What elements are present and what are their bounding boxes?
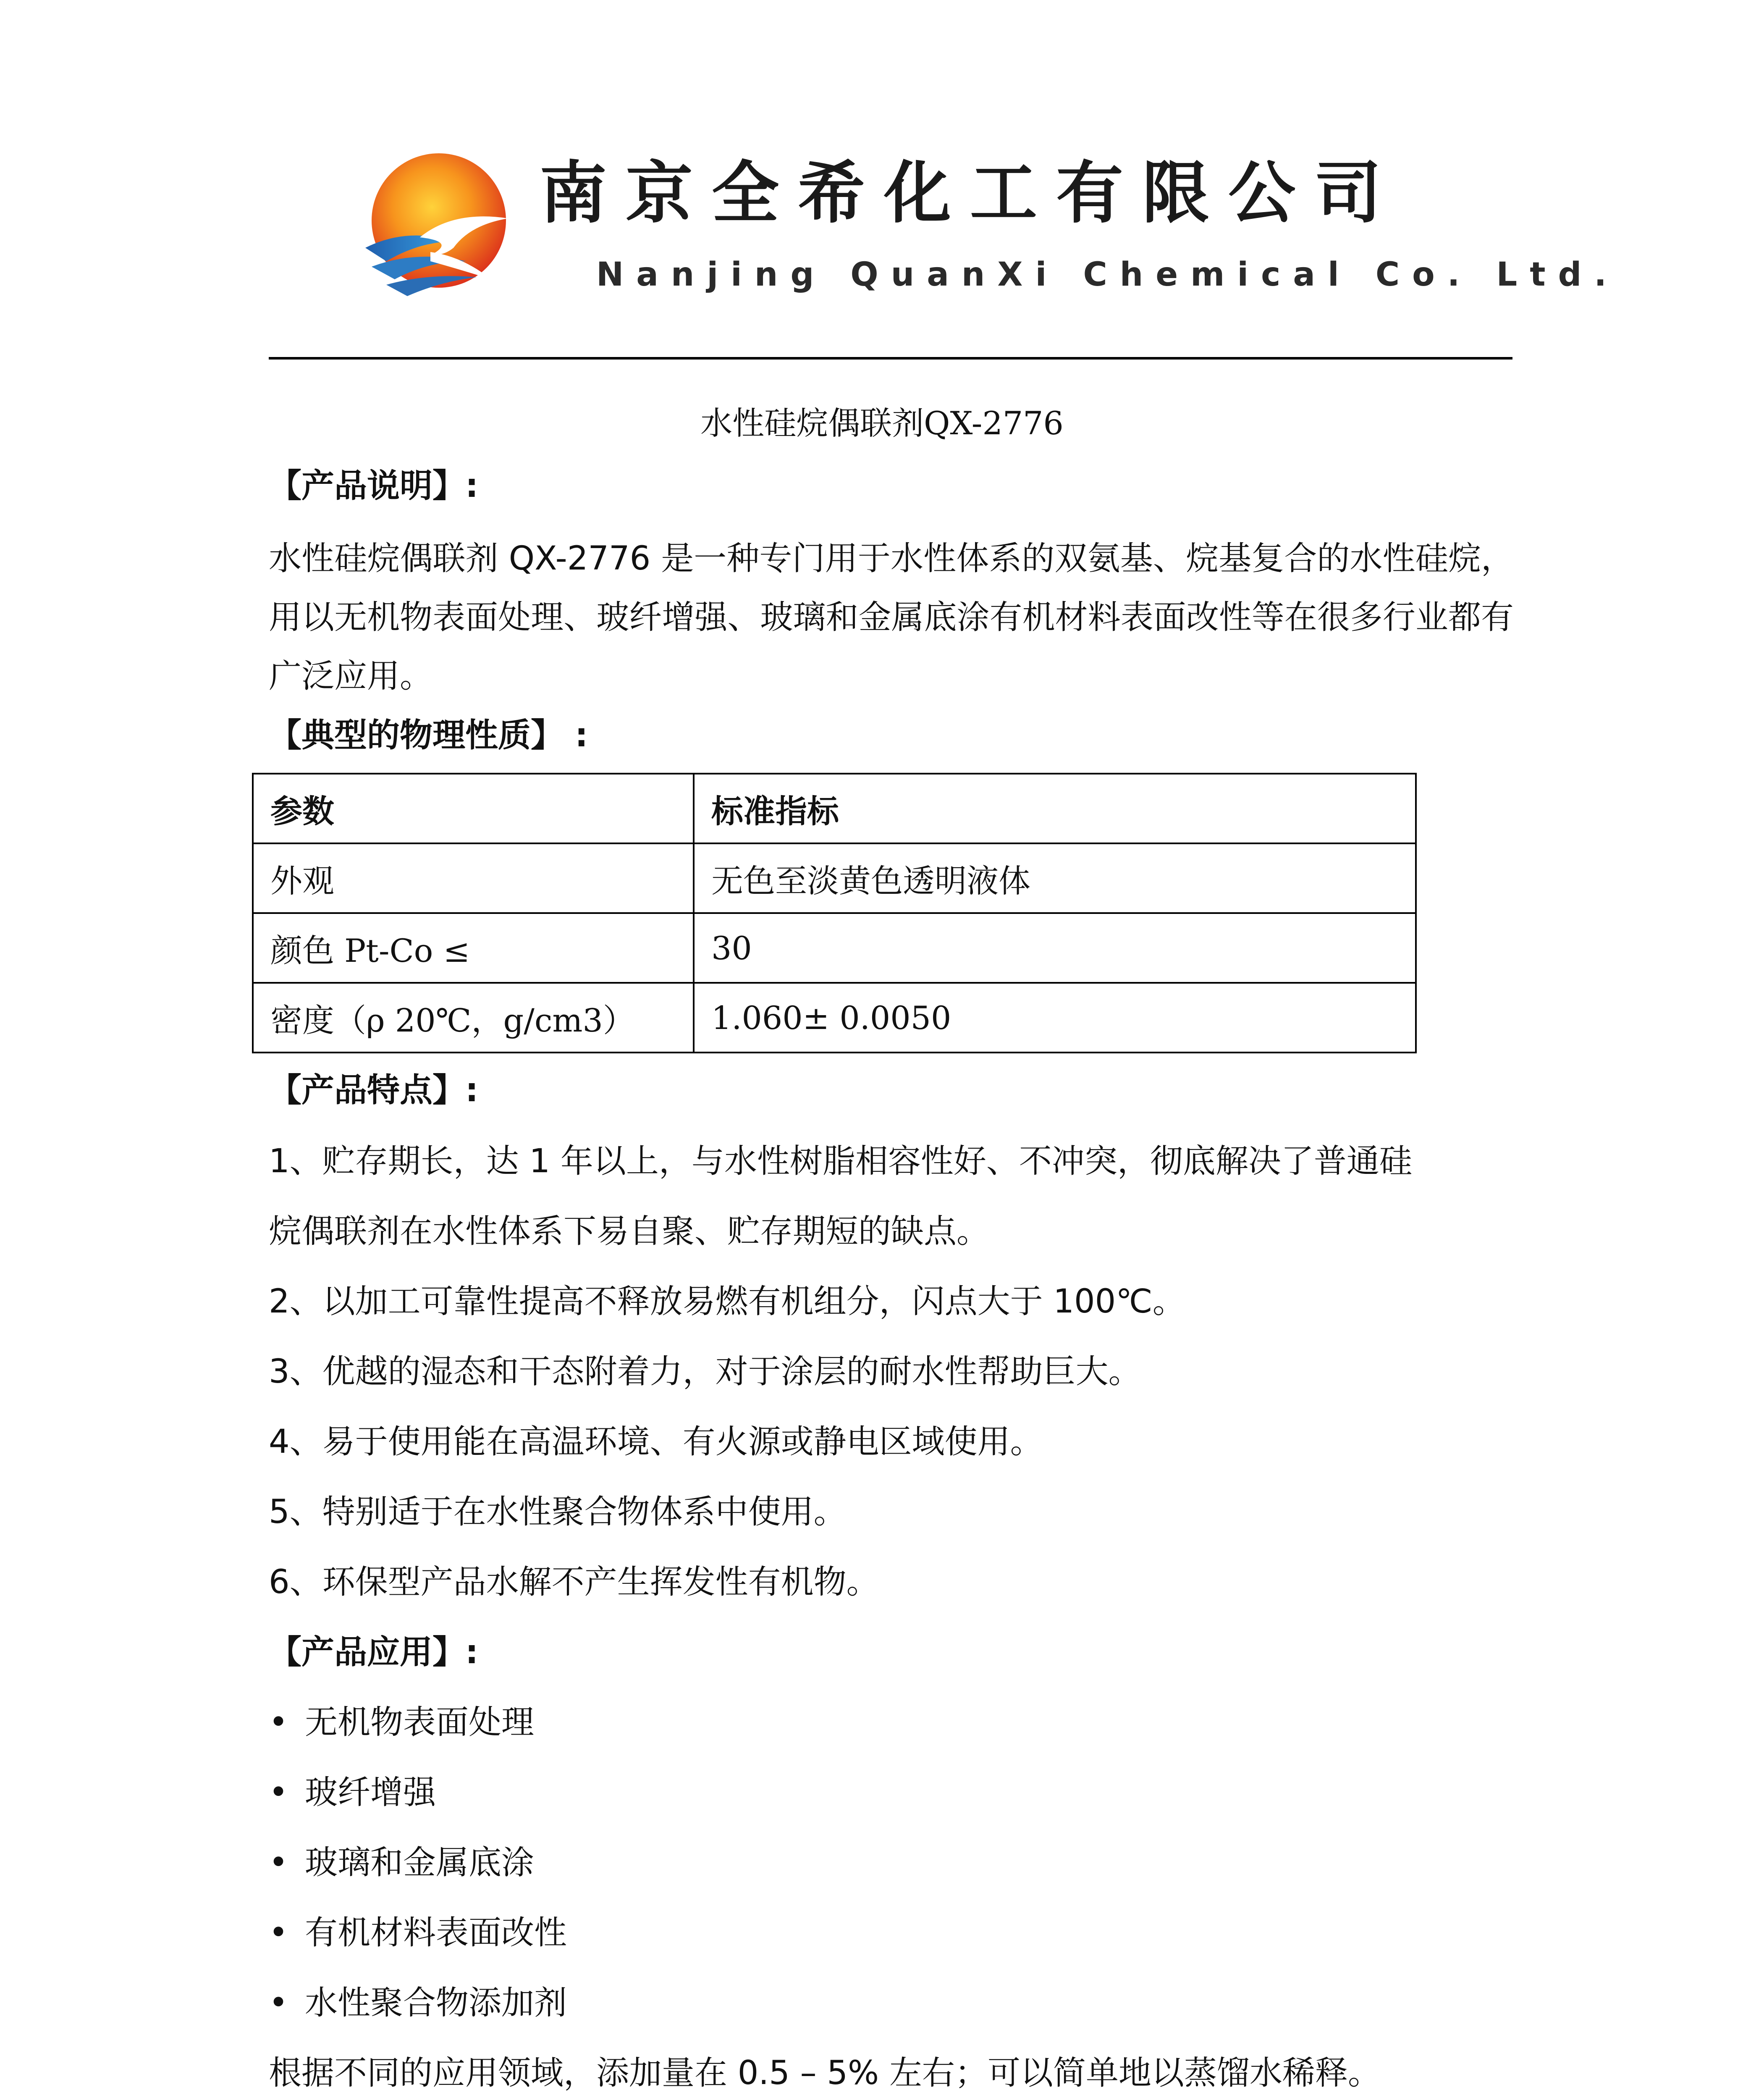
bullet-icon: • bbox=[269, 1774, 288, 1811]
header-divider bbox=[269, 357, 1512, 360]
bullet-icon: • bbox=[269, 1984, 288, 2022]
table-header-row bbox=[253, 774, 1416, 843]
table-header-spec: 标准指标 bbox=[694, 774, 1416, 843]
applications-heading: 【产品应用】: bbox=[269, 1633, 479, 1671]
description-text: 水性硅烷偶联剂 QX-2776 是一种专门用于水性体系的双氨基、烷基复合的水性硅烷，用以无机物表面处理、玻纤增强、玻璃和金属底涂有机材料表面改性等在很多行业都有广泛应用。 bbox=[269, 540, 1514, 695]
table-cell-value: 1.060± 0.0050 bbox=[694, 983, 1416, 1053]
applications-note: 根据不同的应用领域，添加量在 0.5 – 5% 左右；可以简单地以蒸馏水稀释。 bbox=[269, 2054, 1381, 2092]
application-item: 玻纤增强 bbox=[305, 1774, 436, 1811]
list-item bbox=[269, 1844, 535, 1882]
document-title: 水性硅烷偶联剂QX-2776 bbox=[700, 404, 1064, 442]
table-cell-param: 密度（ρ 20℃，g/cm3） bbox=[253, 983, 694, 1053]
table-cell-param: 颜色 Pt-Co ≤ bbox=[253, 913, 694, 983]
application-item: 无机物表面处理 bbox=[305, 1704, 535, 1741]
properties-table bbox=[252, 773, 1417, 1053]
list-item bbox=[269, 1984, 567, 2022]
application-item: 有机材料表面改性 bbox=[305, 1914, 567, 1952]
company-name-en: Nanjing QuanXi Chemical Co. Ltd. bbox=[596, 256, 1619, 294]
table-row bbox=[253, 913, 1416, 983]
feature-line: 4、易于使用能在高温环境、有火源或静电区域使用。 bbox=[269, 1423, 1043, 1461]
application-item: 玻璃和金属底涂 bbox=[305, 1844, 535, 1882]
table-cell-value: 30 bbox=[694, 913, 1416, 983]
feature-line: 3、优越的湿态和干态附着力，对于涂层的耐水性帮助巨大。 bbox=[269, 1353, 1141, 1391]
feature-line: 2、以加工可靠性提高不释放易燃有机组分，闪点大于 100℃。 bbox=[269, 1283, 1185, 1320]
bullet-icon: • bbox=[269, 1704, 288, 1741]
feature-line: 烷偶联剂在水性体系下易自聚、贮存期短的缺点。 bbox=[269, 1213, 990, 1250]
feature-line: 1、贮存期长，达 1 年以上，与水性树脂相容性好、不冲突，彻底解决了普通硅 bbox=[269, 1142, 1412, 1180]
feature-line: 5、特别适于在水性聚合物体系中使用。 bbox=[269, 1493, 847, 1531]
table-row bbox=[253, 983, 1416, 1053]
properties-heading: 【典型的物理性质】 : bbox=[269, 717, 588, 754]
bullet-icon: • bbox=[269, 1844, 288, 1882]
sun-and-bird-logo-icon bbox=[357, 151, 516, 302]
table-header-param: 参数 bbox=[253, 774, 694, 843]
bullet-icon: • bbox=[269, 1914, 288, 1952]
table-row bbox=[253, 843, 1416, 913]
list-item bbox=[269, 1776, 436, 1809]
list-item bbox=[269, 1914, 567, 1952]
features-heading: 【产品特点】: bbox=[269, 1071, 479, 1109]
application-item: 水性聚合物添加剂 bbox=[305, 1984, 567, 2022]
table-cell-param: 外观 bbox=[253, 843, 694, 913]
description-heading: 【产品说明】: bbox=[269, 467, 479, 505]
feature-line: 6、环保型产品水解不产生挥发性有机物。 bbox=[269, 1563, 879, 1601]
list-item bbox=[269, 1706, 534, 1739]
company-name-cn: 南京全希化工有限公司 bbox=[540, 154, 1401, 232]
table-cell-value: 无色至淡黄色透明液体 bbox=[694, 843, 1416, 913]
